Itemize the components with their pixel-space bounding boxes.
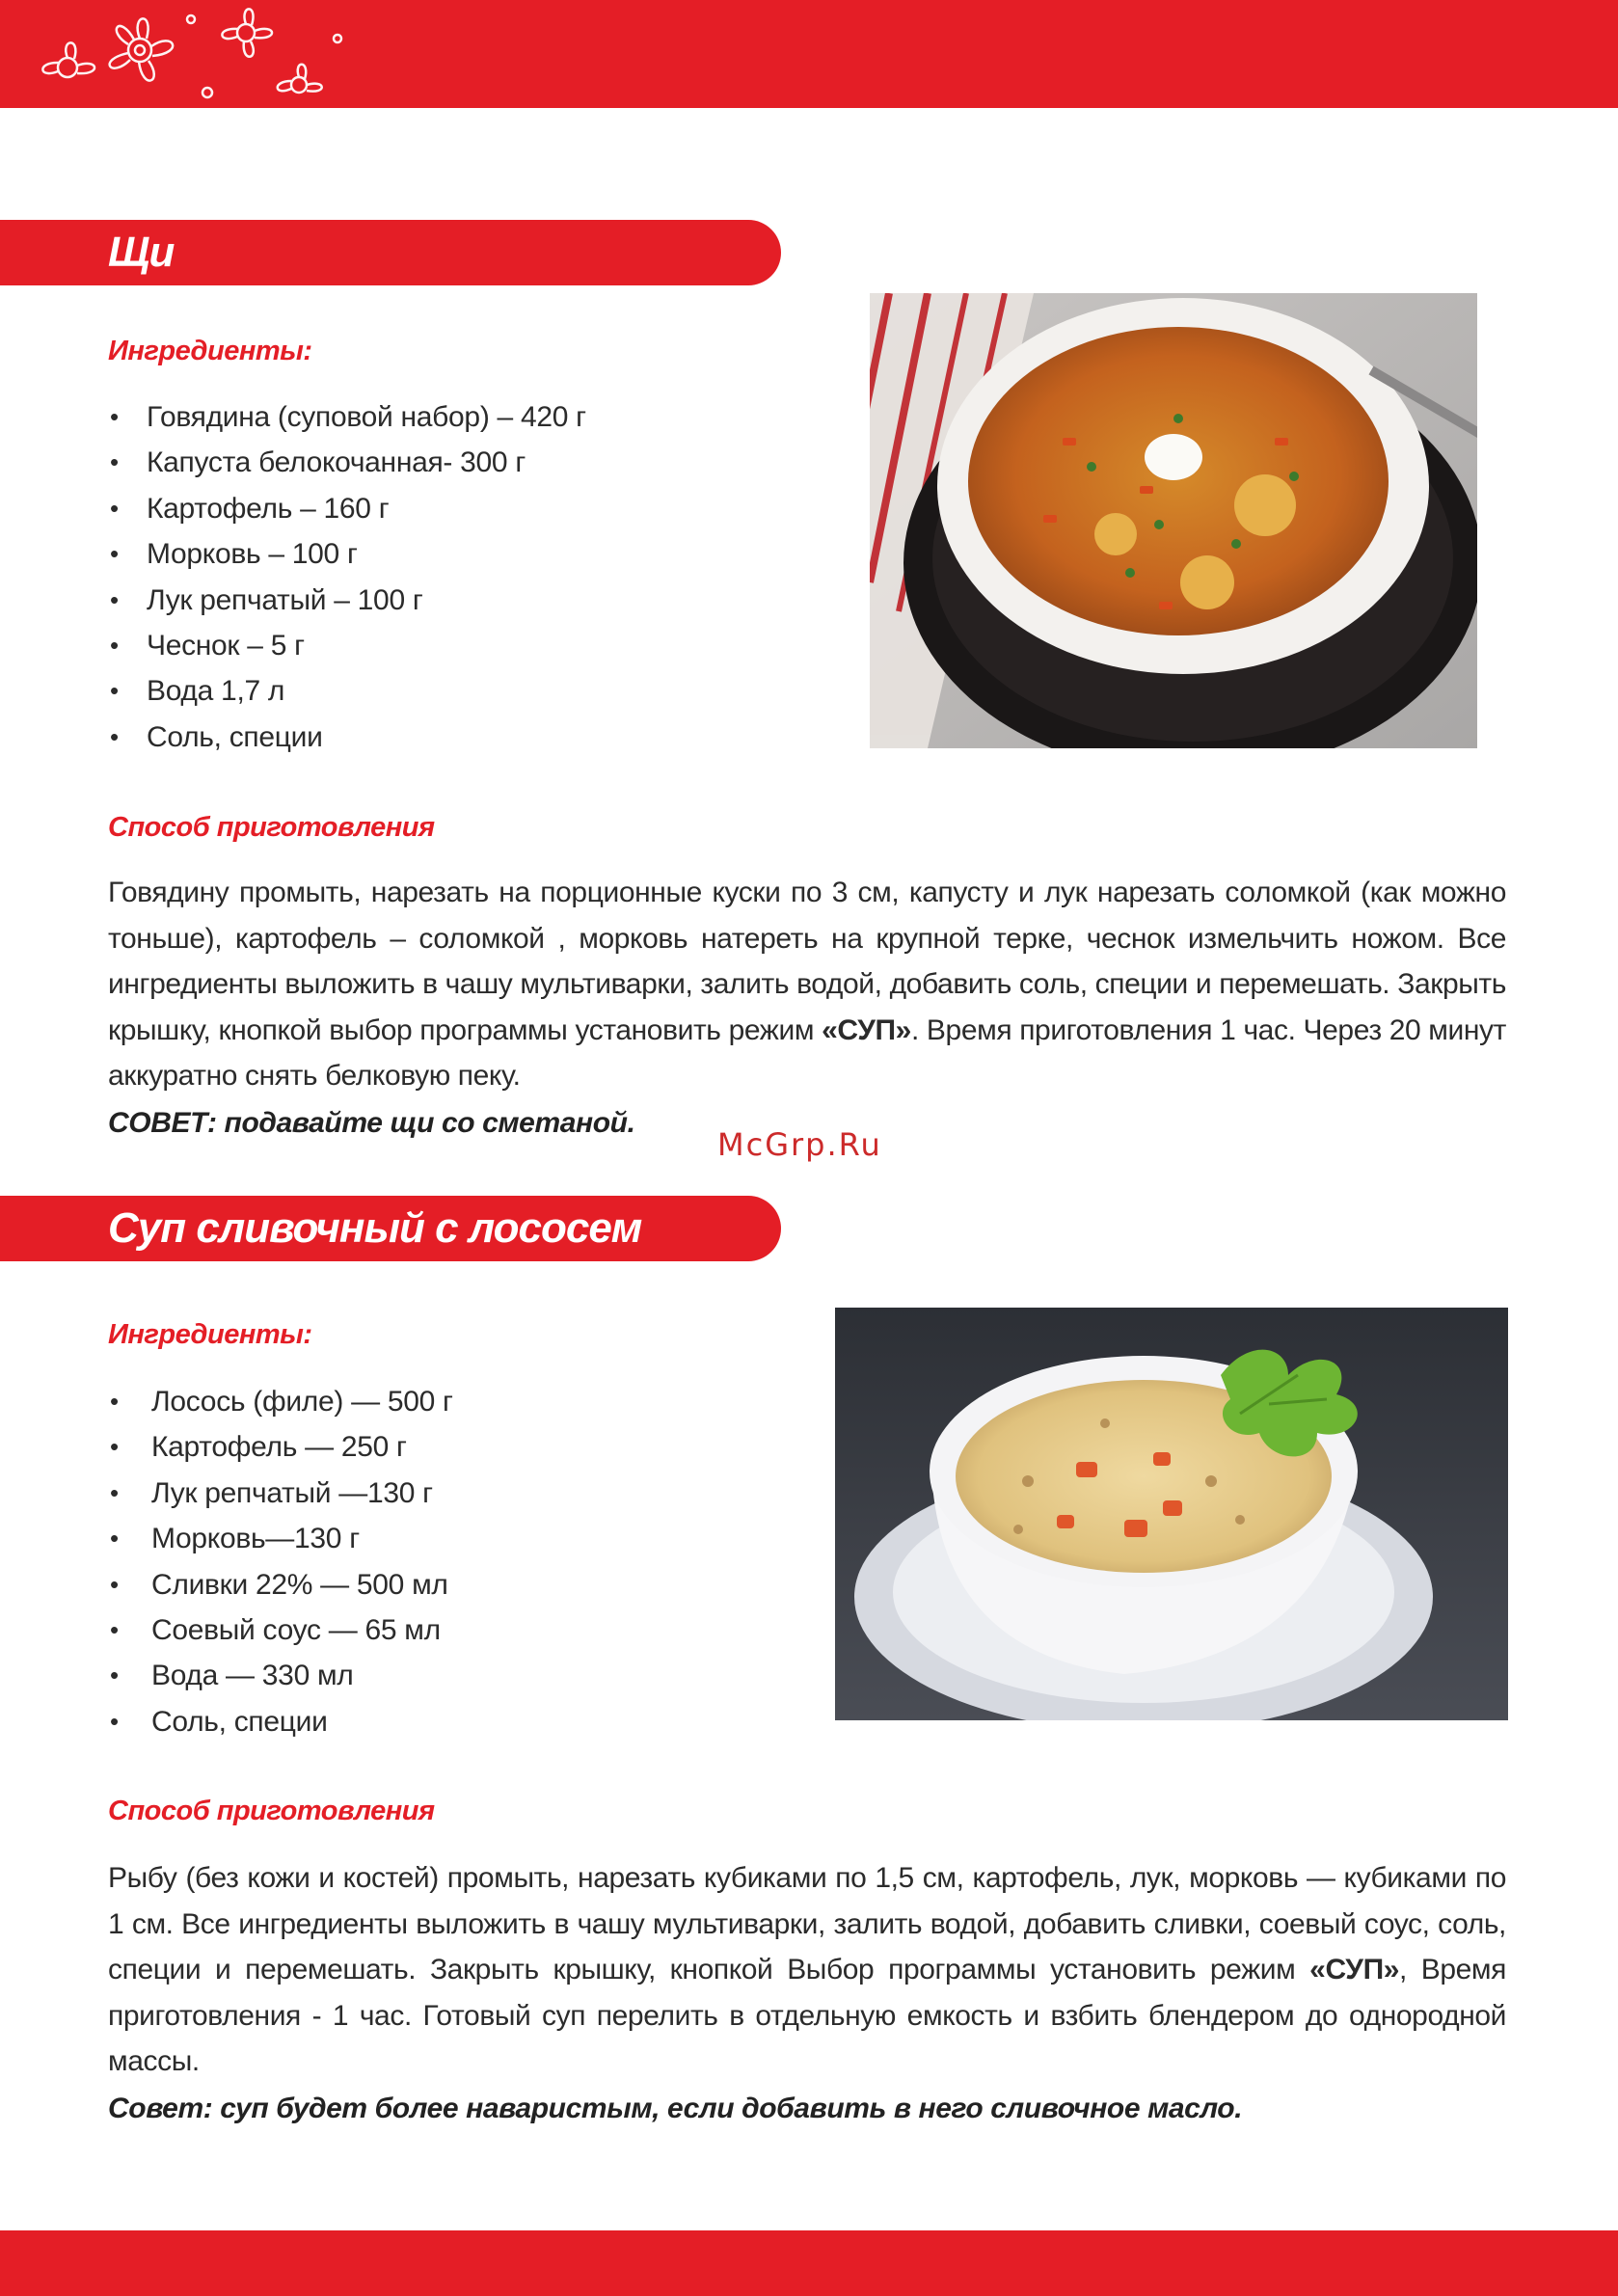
bullet: • — [110, 1569, 119, 1599]
bullet: • — [110, 1477, 119, 1507]
bullet: • — [110, 1432, 119, 1462]
bullet: • — [110, 1614, 119, 1644]
ingredients-heading: Ингредиенты: — [108, 1319, 312, 1350]
list-item: • Соль, специи — [108, 715, 586, 760]
tip-text: Совет: суп будет более наваристым, если добавить в него сливочное масло. — [108, 2093, 1243, 2124]
section-banner-shchi — [0, 220, 781, 285]
bullet: • — [110, 1387, 119, 1416]
bullet: • — [110, 1524, 119, 1553]
bullet: • — [110, 676, 119, 706]
shchi-soup-photo — [870, 293, 1477, 748]
list-item: • Вода 1,7 л — [108, 668, 586, 714]
bullet: • — [110, 630, 119, 660]
watermark: McGrp.Ru — [717, 1126, 882, 1163]
ingredient-list — [108, 1379, 453, 1744]
bullet: • — [110, 1661, 119, 1690]
list-item: • Говядина (суповой набор) – 420 г — [108, 394, 586, 440]
method-heading: Способ приготовления — [108, 1796, 435, 1826]
footer-bar — [0, 2230, 1618, 2296]
method-heading: Способ приготовления — [108, 812, 435, 843]
list-item: • Капуста белокочанная- 300 г — [108, 440, 586, 485]
method-text: Говядину промыть, нарезать на порционные куски по 3 см, капусту и лук нарезать соломкой (как можно тоньше), картофель – соломкой , морковь натереть на крупной терке, чеснок измельчить ножом. Все ингредиенты выложить в чашу мультиварки, залить водой, добавить соль, специи и перемешать. Закрыть крышку, кнопкой выбор программы установить режим «СУП». Время приготовления 1 час. Через 20 минут аккуратно снять белковую пеку. — [108, 877, 1506, 1092]
list-item: • Чеснок – 5 г — [108, 623, 586, 668]
method-text: Рыбу (без кожи и костей) промыть, нарезать кубиками по 1,5 см, картофель, лук, морковь — кубиками по 1 см. Все ингредиенты выложить в чашу мультиварки, залить водой, добавить сливки, соевый соус, соль, специи и перемешать. Закрыть крышку, кнопкой Выбор программы установить режим «СУП», Время приготовления - 1 час. Готовый суп перелить в отдельную емкость и взбить блендером до однородной массы. — [108, 1862, 1506, 2077]
mode-label: «СУП» — [1309, 1954, 1400, 1985]
bullet: • — [110, 539, 119, 569]
bullet: • — [110, 1706, 119, 1736]
ingredients-heading: Ингредиенты: — [108, 336, 312, 366]
mode-label: «СУП» — [822, 1013, 911, 1046]
list-item: • Морковь—130 г — [108, 1516, 453, 1561]
salmon-soup-photo — [835, 1308, 1508, 1720]
list-item: • Лук репчатый —130 г — [108, 1471, 453, 1516]
section-banner-salmon-soup — [0, 1196, 781, 1261]
list-item: • Сливки 22% — 500 мл — [108, 1562, 453, 1607]
recipe-title: Суп сливочный с лососем — [108, 1204, 642, 1252]
list-item: • Картофель – 160 г — [108, 486, 586, 531]
flower-ornament-icon — [39, 0, 366, 108]
bullet: • — [110, 493, 119, 523]
bullet: • — [110, 447, 119, 477]
ingredient-list — [108, 394, 586, 760]
bullet: • — [110, 402, 119, 431]
list-item: • Соевый соус — 65 мл — [108, 1607, 453, 1653]
list-item: • Лосось (филе) — 500 г — [108, 1379, 453, 1424]
list-item: • Соль, специи — [108, 1699, 453, 1744]
bullet: • — [110, 584, 119, 614]
bullet: • — [110, 721, 119, 751]
list-item: • Картофель — 250 г — [108, 1424, 453, 1470]
list-item: • Морковь – 100 г — [108, 531, 586, 577]
recipe-title: Щи — [108, 229, 175, 276]
list-item: • Лук репчатый – 100 г — [108, 578, 586, 623]
tip-text: СОВЕТ: подавайте щи со сметаной. — [108, 1107, 635, 1139]
list-item: • Вода — 330 мл — [108, 1653, 453, 1698]
